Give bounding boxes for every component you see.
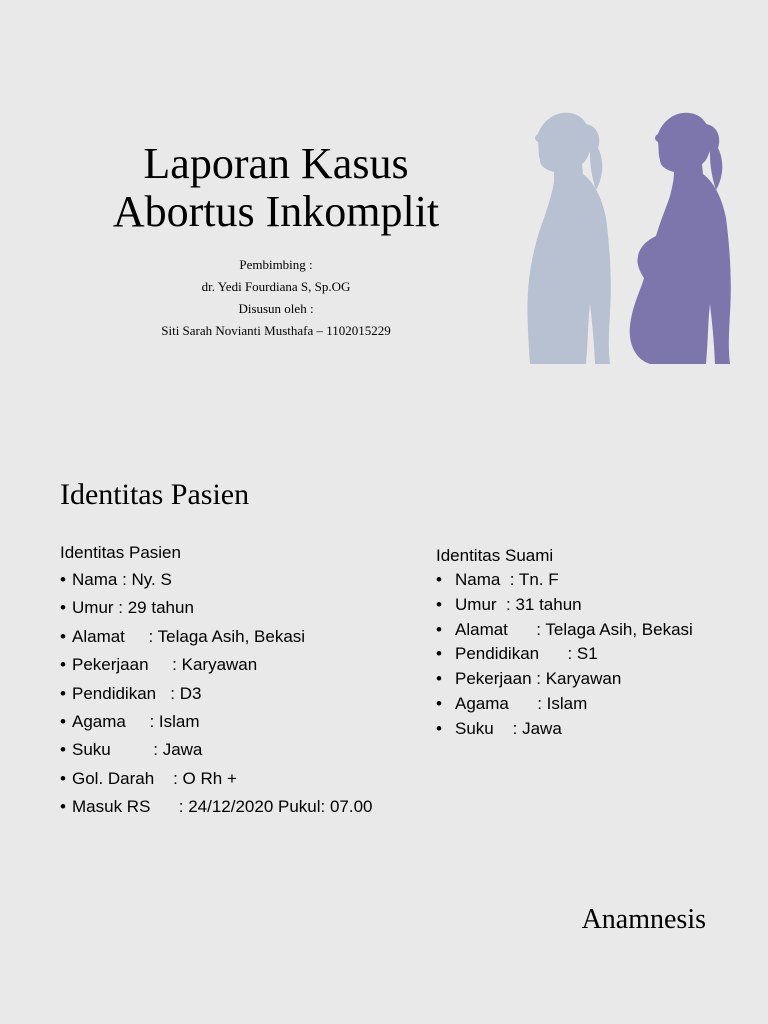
credit-line-supervisor-name: dr. Yedi Fourdiana S, Sp.OG	[201, 279, 351, 294]
patient-item-suku: • Suku : Jawa	[60, 736, 373, 764]
woman-silhouette	[527, 113, 610, 364]
title-line-1: Laporan Kasus	[143, 139, 409, 188]
patient-item-umur: • Umur : 29 tahun	[60, 594, 373, 622]
husband-item-alamat: • Alamat : Telaga Asih, Bekasi	[436, 618, 693, 643]
credit-line-author-label: Disusun oleh :	[238, 301, 314, 316]
husband-item-pekerjaan: • Pekerjaan : Karyawan	[436, 667, 693, 692]
patient-item-alamat: • Alamat : Telaga Asih, Bekasi	[60, 623, 373, 651]
patient-identity-heading: Identitas Pasien	[60, 543, 181, 562]
anamnesis-title: Anamnesis	[581, 904, 706, 935]
pregnancy-silhouettes-illustration	[520, 108, 750, 370]
credits	[100, 254, 452, 342]
husband-identity-list	[436, 568, 693, 742]
husband-item-nama: • Nama : Tn. F	[436, 568, 693, 593]
pregnant-woman-silhouette	[630, 113, 731, 364]
title-line-2: Abortus Inkomplit	[112, 187, 440, 236]
husband-item-suku: • Suku : Jawa	[436, 717, 693, 742]
patient-item-nama: • Nama : Ny. S	[60, 566, 373, 594]
patient-item-pendidikan: • Pendidikan : D3	[60, 680, 373, 708]
credit-line-supervisor-label: Pembimbing :	[239, 257, 313, 272]
husband-item-pendidikan: • Pendidikan : S1	[436, 642, 693, 667]
patient-identity-column	[60, 540, 373, 822]
husband-identity-column	[436, 543, 693, 742]
patient-item-agama: • Agama : Islam	[60, 708, 373, 736]
patient-identity-list	[60, 566, 373, 822]
credit-line-author-name: Siti Sarah Novianti Musthafa – 1102015229	[161, 323, 391, 338]
identitas-pasien-title: Identitas Pasien	[60, 478, 250, 511]
patient-item-gol-darah: • Gol. Darah : O Rh +	[60, 765, 373, 793]
husband-item-agama: • Agama : Islam	[436, 692, 693, 717]
slide-title	[60, 140, 492, 236]
husband-item-umur: • Umur : 31 tahun	[436, 593, 693, 618]
patient-item-masuk-rs: • Masuk RS : 24/12/2020 Pukul: 07.00	[60, 793, 373, 821]
husband-identity-heading: Identitas Suami	[436, 546, 554, 565]
patient-item-pekerjaan: • Pekerjaan : Karyawan	[60, 651, 373, 679]
